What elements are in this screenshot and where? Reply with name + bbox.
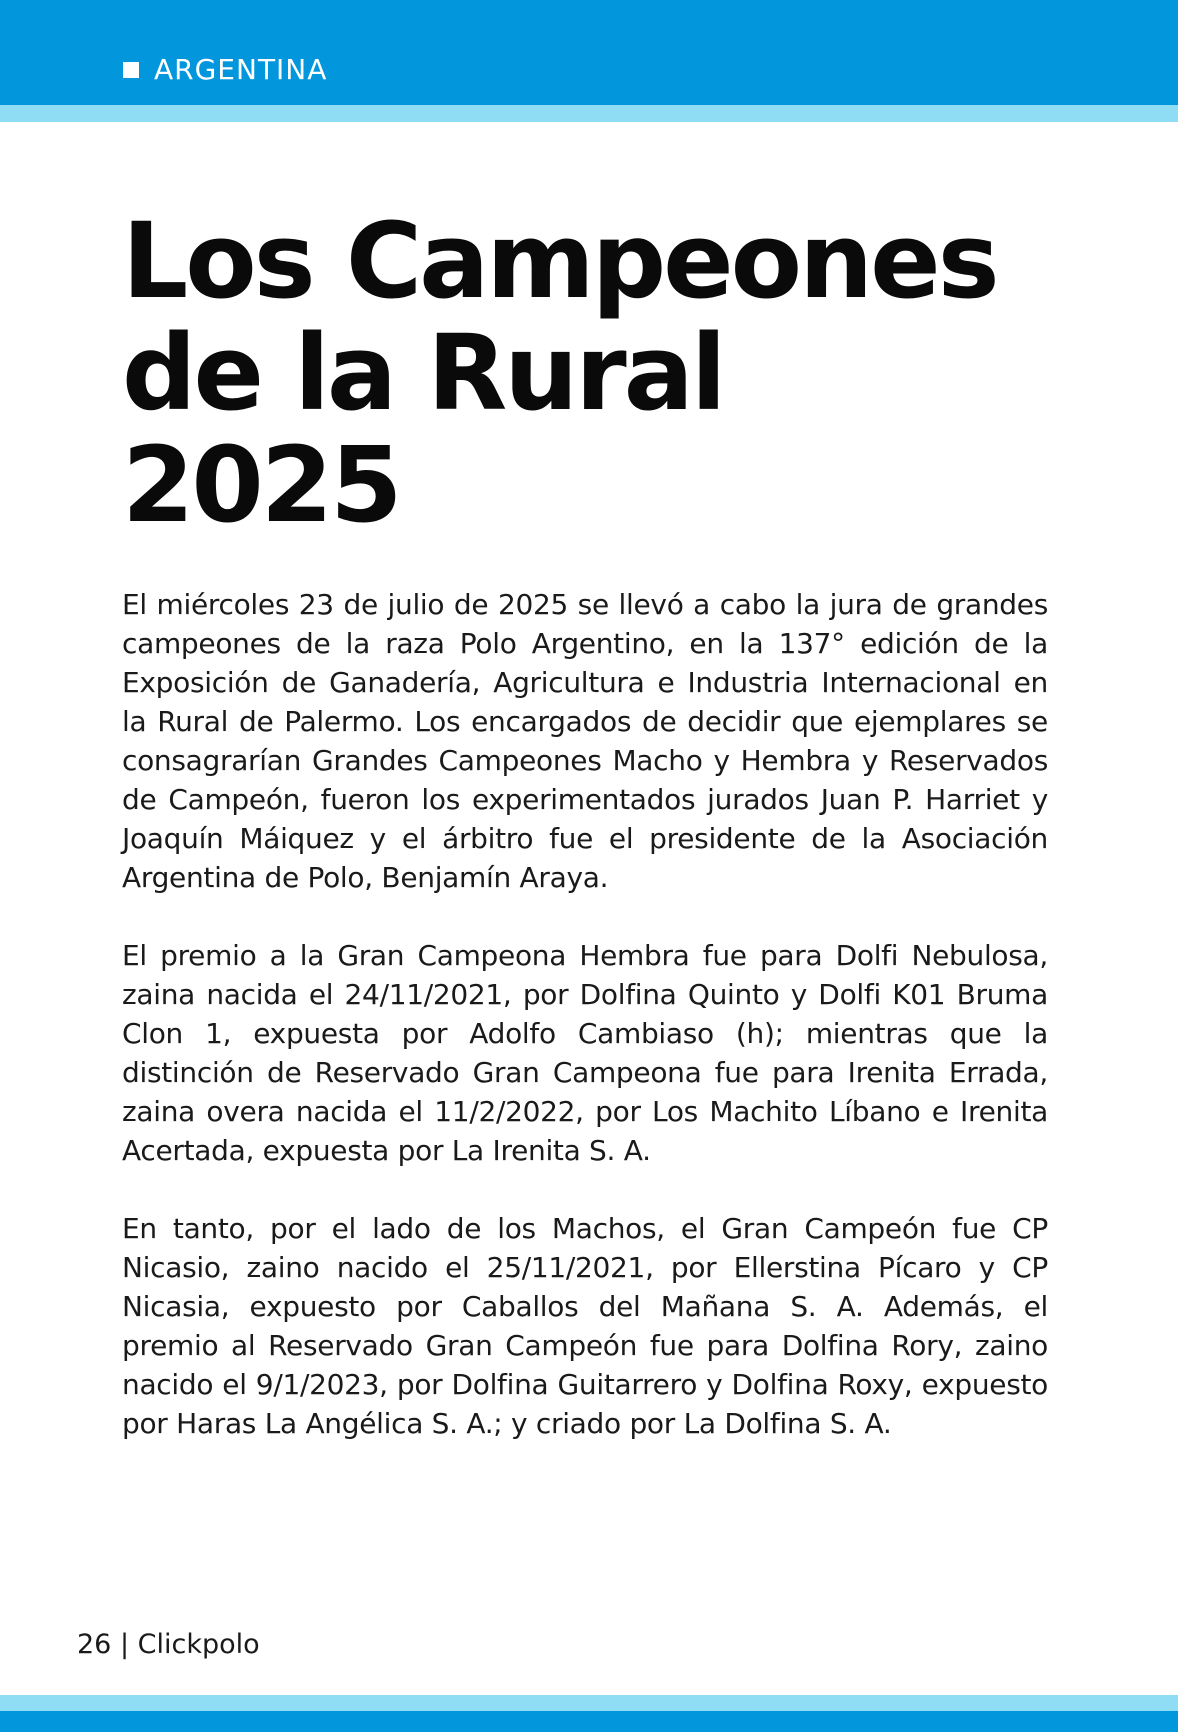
page-number-footer: 26 | Clickpolo bbox=[77, 1629, 260, 1660]
section-label: ARGENTINA bbox=[154, 53, 328, 86]
article-body bbox=[122, 585, 1048, 1482]
header-stripe bbox=[0, 105, 1178, 122]
section-marker-square bbox=[123, 62, 139, 78]
article-paragraph: En tanto, por el lado de los Machos, el Gran Campeón fue CP Nicasio, zaino nacido el 25/11/2021, por Ellerstina Pícaro y CP Nicasia, expuesto por Caballos del Mañana S. A. Además, el premio al Reservado Gran Campeón fue para Dolfina Rory, zaino nacido el 9/1/2023, por Dolfina Guitarrero y Dolfina Roxy, expuesto por Haras La Angélica S. A.; y criado por La Dolfina S. A. bbox=[122, 1212, 1048, 1440]
page-title-line: de la Rural bbox=[122, 312, 724, 434]
article-paragraph: El premio a la Gran Campeona Hembra fue para Dolfi Nebulosa, zaina nacida el 24/11/2021, por Dolfina Quinto y Dolfi K01 Bruma Clon 1, expuesta por Adolfo Cambiaso (h); mientras que la distinción de Reservado Gran Campeona fue para Irenita Errada, zaina overa nacida el 11/2/2022, por Los Machito Líbano e Irenita Acertada, expuesta por La Irenita S. A. bbox=[122, 939, 1048, 1167]
page-title-line: 2025 bbox=[122, 424, 400, 546]
page-title bbox=[122, 200, 1072, 546]
footer-stripe bbox=[0, 1695, 1178, 1711]
footer-band bbox=[0, 1711, 1178, 1732]
page-title-line: Los Campeones bbox=[122, 200, 997, 322]
article-paragraph: El miércoles 23 de julio de 2025 se llevó a cabo la jura de grandes campeones de la raza Polo Argentino, en la 137° edición de la Exposición de Ganadería, Agricultura e Industria Internacional en la Rural de Palermo. Los encargados de decidir que ejemplares se consagrarían Grandes Campeones Macho y Hembra y Reservados de Campeón, fueron los experimentados jurados Juan P. Harriet y Joaquín Máiquez y el árbitro fue el presidente de la Asociación Argentina de Polo, Benjamín Araya. bbox=[122, 588, 1048, 894]
